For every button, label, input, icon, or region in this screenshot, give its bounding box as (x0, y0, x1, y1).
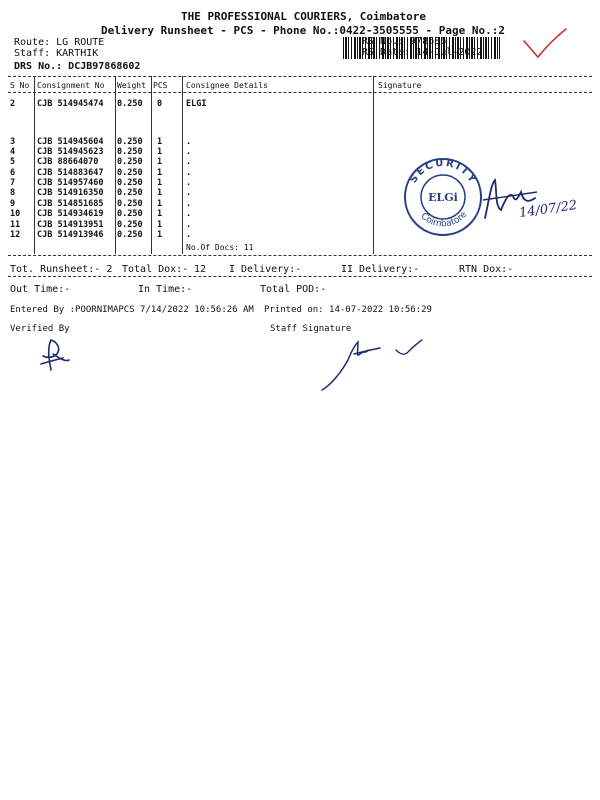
col-sno: S No (10, 81, 30, 90)
table-header-border (8, 92, 592, 93)
row-pcs: 1 (157, 209, 163, 219)
row-sno: 2 (10, 99, 16, 109)
row-sno: 8 (10, 188, 16, 198)
row-pcs: 1 (157, 199, 163, 209)
handwritten-date: 14/07/22 (518, 198, 579, 221)
col-consignee: Consignee Details (186, 81, 268, 90)
i-delivery: I Delivery:- (229, 264, 302, 275)
row-consignment: CJB 514945623 (37, 147, 104, 157)
row-pcs: 1 (157, 230, 163, 240)
row-consignment: CJB 514945604 (37, 137, 104, 147)
row-pcs: 1 (157, 147, 163, 157)
ii-delivery: II Delivery:- (341, 264, 420, 275)
col-divider-2 (115, 76, 116, 254)
row-pcs: 1 (157, 157, 163, 167)
stamp-bottom-text: Coimbatore (418, 209, 470, 230)
row-weight: 0.250 (117, 199, 143, 209)
row-pcs: 1 (157, 168, 163, 178)
col-weight: Weight (117, 81, 146, 90)
row-consignment: CJB 514934619 (37, 209, 104, 219)
red-checkmark-icon (520, 25, 570, 65)
runsheet-title: Delivery Runsheet - PCS - Phone No.:0422-3505555 - Page No.:2 (101, 24, 505, 37)
row-consignment: CJB 88664070 (37, 157, 99, 167)
row-details: . (186, 168, 192, 178)
totals-top-border (8, 255, 592, 256)
printed-on: Printed on: 14-07-2022 10:56:29 (264, 305, 432, 315)
row-consignment: CJB 514883647 (37, 168, 104, 178)
verified-by: Verified By (10, 324, 70, 334)
rs-no: RS No.: 978686 (362, 36, 447, 47)
total-dox-value: 12 (194, 264, 207, 275)
staff-signature-icon (318, 336, 428, 396)
row-weight: 0.250 (117, 147, 143, 157)
row-sno: 3 (10, 137, 16, 147)
row-details: ELGI (186, 99, 207, 109)
verified-signature-icon (35, 336, 75, 372)
row-sno: 6 (10, 168, 16, 178)
row-consignment: CJB 514957460 (37, 178, 104, 188)
svg-text:SECURITY (408, 158, 479, 186)
row-pcs: 1 (157, 188, 163, 198)
row-details: . (186, 147, 192, 157)
col-divider-5 (373, 76, 374, 254)
row-details: . (186, 157, 192, 167)
row-weight: 0.250 (117, 188, 143, 198)
row-details: . (186, 137, 192, 147)
row-consignment: CJB 514913946 (37, 230, 104, 240)
row-weight: 0.250 (117, 137, 143, 147)
col-divider-3 (151, 76, 152, 254)
col-pcs: PCS (153, 81, 168, 90)
row-consignment: CJB 514913951 (37, 220, 104, 230)
rtn-dox: RTN Dox:- (459, 264, 514, 275)
row-sno: 12 (10, 230, 21, 240)
rs-date: RS Date: 14-Jul-2022 (362, 47, 483, 58)
row-pcs: 1 (157, 137, 163, 147)
totals-bottom-border (8, 276, 592, 277)
row-details: . (186, 230, 192, 240)
col-divider-4 (182, 76, 183, 254)
row-sno: 9 (10, 199, 16, 209)
row-sno: 11 (10, 220, 21, 230)
row-details: . (186, 199, 192, 209)
row-pcs: 0 (157, 99, 163, 109)
col-consignment: Consignment No (37, 81, 105, 90)
row-weight: 0.250 (117, 178, 143, 188)
in-time: In Time:- (138, 284, 193, 295)
route-label: Route: LG ROUTE (14, 37, 105, 48)
row-sno: 5 (10, 157, 16, 167)
row-details: . (186, 220, 192, 230)
row-pcs: 1 (157, 178, 163, 188)
drs-label: DRS No.: DCJB97868602 (14, 61, 141, 72)
tot-runsheet: Tot. Runsheet:- 2 (10, 264, 113, 275)
col-signature: Signature (378, 81, 422, 90)
col-divider-1 (34, 76, 35, 254)
table-top-border (8, 76, 592, 77)
stamp-top-text: SECURITY (408, 157, 479, 187)
docs-count: No.Of Docs: 11 (186, 243, 254, 252)
row-weight: 0.250 (117, 99, 143, 109)
row-weight: 0.250 (117, 168, 143, 178)
company-title: THE PROFESSIONAL COURIERS, Coimbatore (181, 10, 427, 23)
row-weight: 0.250 (117, 230, 143, 240)
row-weight: 0.250 (117, 220, 143, 230)
out-time: Out Time:- (10, 284, 71, 295)
row-details: . (186, 188, 192, 198)
svg-text:Coimbatore (419, 210, 470, 230)
row-consignment: CJB 514945474 (37, 99, 104, 109)
row-sno: 10 (10, 209, 21, 219)
row-details: . (186, 178, 192, 188)
row-pcs: 1 (157, 220, 163, 230)
staff-label: Staff: KARTHIK (14, 48, 99, 59)
total-dox-label: Total Dox:- (122, 264, 189, 275)
total-pod: Total POD:- (260, 284, 327, 295)
stamp-center-text: ELGi (428, 191, 458, 204)
row-consignment: CJB 514851685 (37, 199, 104, 209)
row-sno: 7 (10, 178, 16, 188)
row-sno: 4 (10, 147, 16, 157)
row-consignment: CJB 514916350 (37, 188, 104, 198)
row-weight: 0.250 (117, 157, 143, 167)
staff-signature-label: Staff Signature (270, 324, 352, 334)
row-details: . (186, 209, 192, 219)
entered-by: Entered By :POORNIMAPCS 7/14/2022 10:56:26 AM (10, 305, 254, 315)
row-weight: 0.250 (117, 209, 143, 219)
